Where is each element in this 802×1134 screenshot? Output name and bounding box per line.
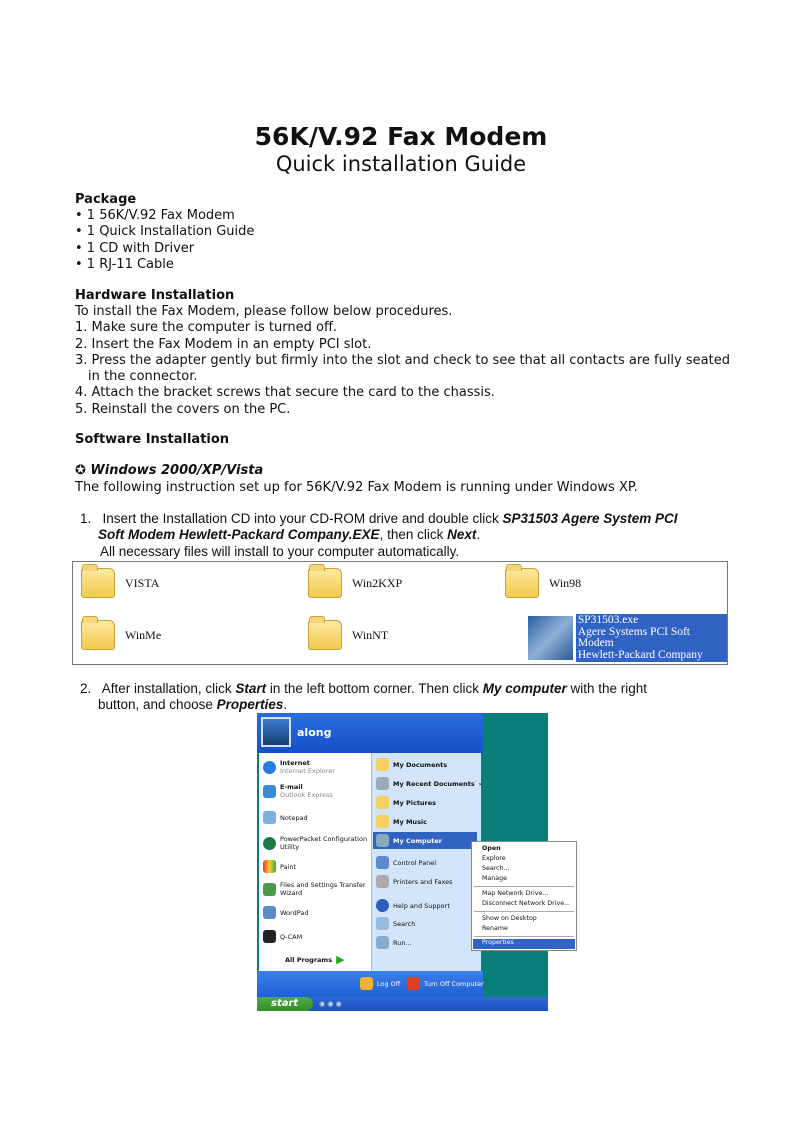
- ctx-divider: [474, 911, 574, 912]
- wordpad-icon: [263, 906, 276, 919]
- hardware-intro: To install the Fax Modem, please follow below procedures.: [75, 304, 453, 319]
- menu-item-my-pictures[interactable]: My Pictures: [376, 796, 436, 809]
- folder-icon: [376, 796, 389, 809]
- menu-item-my-computer[interactable]: My Computer: [373, 832, 477, 849]
- list-item: 2. Insert the Fax Modem in an empty PCI slot.: [75, 336, 372, 352]
- folder-icon: [505, 568, 539, 598]
- menu-item-notepad[interactable]: Notepad: [263, 811, 308, 824]
- camera-icon: [263, 930, 276, 943]
- list-item: • 1 56K/V.92 Fax Modem: [75, 208, 235, 223]
- ctx-show-desktop[interactable]: Show on Desktop: [482, 915, 537, 922]
- menu-item-printers[interactable]: Printers and Faxes: [376, 875, 453, 888]
- list-item: in the connector.: [88, 369, 198, 385]
- list-item: 3. Press the adapter gently but firmly into the slot and check to see that all contacts are fully seated: [75, 352, 730, 368]
- ctx-search[interactable]: Search...: [482, 865, 510, 872]
- list-item: 1. Make sure the computer is turned off.: [75, 320, 338, 336]
- outlook-icon: [263, 785, 276, 798]
- menu-item-wordpad[interactable]: WordPad: [263, 906, 308, 919]
- doc-title: 56K/V.92 Fax Modem: [254, 122, 548, 151]
- os-heading-text: Windows 2000/XP/Vista: [90, 463, 264, 478]
- context-menu: [471, 841, 577, 951]
- menu-item-qcam[interactable]: Q-CAM: [263, 930, 302, 943]
- package-heading: Package: [75, 192, 137, 207]
- recent-icon: [376, 777, 389, 790]
- menu-item-control-panel[interactable]: Control Panel: [376, 856, 436, 869]
- list-item: 4. Attach the bracket screws that secure the card to the chassis.: [75, 385, 495, 401]
- key-icon: [360, 977, 373, 990]
- ctx-map-drive[interactable]: Map Network Drive...: [482, 890, 549, 897]
- start-menu-screenshot: [257, 713, 571, 1011]
- menu-item-email[interactable]: E-mail Outlook Express: [263, 783, 333, 799]
- menu-item-run[interactable]: Run...: [376, 936, 412, 949]
- power-icon: [407, 977, 420, 990]
- ctx-open[interactable]: Open: [482, 845, 501, 852]
- software-heading: Software Installation: [75, 432, 230, 447]
- start-menu-footer: [257, 971, 483, 998]
- software-intro: The following instruction set up for 56K/V.92 Fax Modem is running under Windows XP.: [75, 480, 638, 495]
- ctx-properties[interactable]: Properties: [473, 939, 575, 949]
- step-1: 1. Insert the Installation CD into your CD-ROM drive and double click SP31503 Agere System PCI Soft Modem Hewlett-Packard Company.EXE, then click Next. All necessary files will install to your computer automatically.: [80, 511, 678, 559]
- places-list: [371, 753, 481, 971]
- user-name: along: [297, 726, 332, 739]
- os-heading: [75, 463, 263, 479]
- start-menu-header: [257, 713, 483, 753]
- ctx-manage[interactable]: Manage: [482, 875, 508, 882]
- run-icon: [376, 936, 389, 949]
- package-list: [75, 208, 254, 273]
- folder-icon: [81, 568, 115, 598]
- quick-launch-icons[interactable]: ◉ ◉ ◉: [319, 1000, 342, 1008]
- paint-icon: [263, 860, 276, 873]
- folder-icon: [376, 815, 389, 828]
- ctx-divider: [474, 936, 574, 937]
- folder-win2kxp[interactable]: Win2KXP: [308, 568, 402, 598]
- list-item: • 1 CD with Driver: [75, 240, 195, 256]
- list-item: • 1 Quick Installation Guide: [75, 224, 255, 240]
- list-item: 5. Reinstall the covers on the PC.: [75, 401, 291, 417]
- start-button[interactable]: start: [257, 997, 313, 1011]
- help-icon: [376, 899, 389, 912]
- notepad-icon: [263, 811, 276, 824]
- ie-icon: [263, 761, 276, 774]
- logoff-button[interactable]: Log Off: [360, 977, 400, 990]
- menu-item-help[interactable]: Help and Support: [376, 899, 450, 912]
- hardware-heading: Hardware Installation: [75, 288, 235, 303]
- folder-icon: [376, 758, 389, 771]
- powerpacket-icon: [263, 837, 276, 850]
- menu-item-powerpacket[interactable]: PowerPacket Configuration Utility: [263, 835, 367, 851]
- menu-item-my-documents[interactable]: My Documents: [376, 758, 447, 771]
- setup-exe[interactable]: SP31503.exe Agere Systems PCI Soft Modem Hewlett-Packard Company: [528, 614, 727, 662]
- menu-item-internet[interactable]: Internet Internet Explorer: [263, 759, 335, 775]
- bullet-icon: ✪: [75, 463, 91, 478]
- ctx-divider: [474, 886, 574, 887]
- install-cd-folder-view: [72, 561, 728, 665]
- step-2: 2. After installation, click Start in the left bottom corner. Then click My computer with the right button, and choose Properties.: [80, 681, 648, 713]
- ctx-explore[interactable]: Explore: [482, 855, 506, 862]
- ctx-disconnect-drive[interactable]: Disconnect Network Drive...: [482, 900, 571, 907]
- menu-item-paint[interactable]: Paint: [263, 860, 296, 873]
- folder-winnt[interactable]: WinNT: [308, 620, 388, 650]
- menu-item-recent-documents[interactable]: My Recent Documents ›: [376, 777, 481, 790]
- folder-icon: [81, 620, 115, 650]
- arrow-right-icon: ▶: [336, 953, 345, 966]
- taskbar: [257, 997, 548, 1011]
- printer-icon: [376, 875, 389, 888]
- pinned-programs: [259, 753, 371, 971]
- list-item: • 1 RJ-11 Cable: [75, 256, 174, 272]
- all-programs-button[interactable]: All Programs ▶: [285, 953, 345, 966]
- menu-item-files-transfer[interactable]: Files and Settings Transfer Wizard: [263, 881, 366, 897]
- hardware-steps: [75, 304, 730, 418]
- folder-vista[interactable]: VISTA: [81, 568, 159, 598]
- ctx-rename[interactable]: Rename: [482, 925, 508, 932]
- turn-off-button[interactable]: Turn Off Computer: [407, 977, 484, 990]
- doc-subtitle: Quick installation Guide: [275, 152, 527, 176]
- folder-icon: [308, 568, 342, 598]
- folder-winme[interactable]: WinMe: [81, 620, 161, 650]
- search-icon: [376, 917, 389, 930]
- installer-icon: [528, 616, 573, 660]
- menu-item-search[interactable]: Search: [376, 917, 415, 930]
- menu-item-my-music[interactable]: My Music: [376, 815, 427, 828]
- control-panel-icon: [376, 856, 389, 869]
- transfer-icon: [263, 883, 276, 896]
- folder-win98[interactable]: Win98: [505, 568, 581, 598]
- folder-icon: [308, 620, 342, 650]
- user-avatar: [261, 717, 291, 747]
- computer-icon: [376, 834, 389, 847]
